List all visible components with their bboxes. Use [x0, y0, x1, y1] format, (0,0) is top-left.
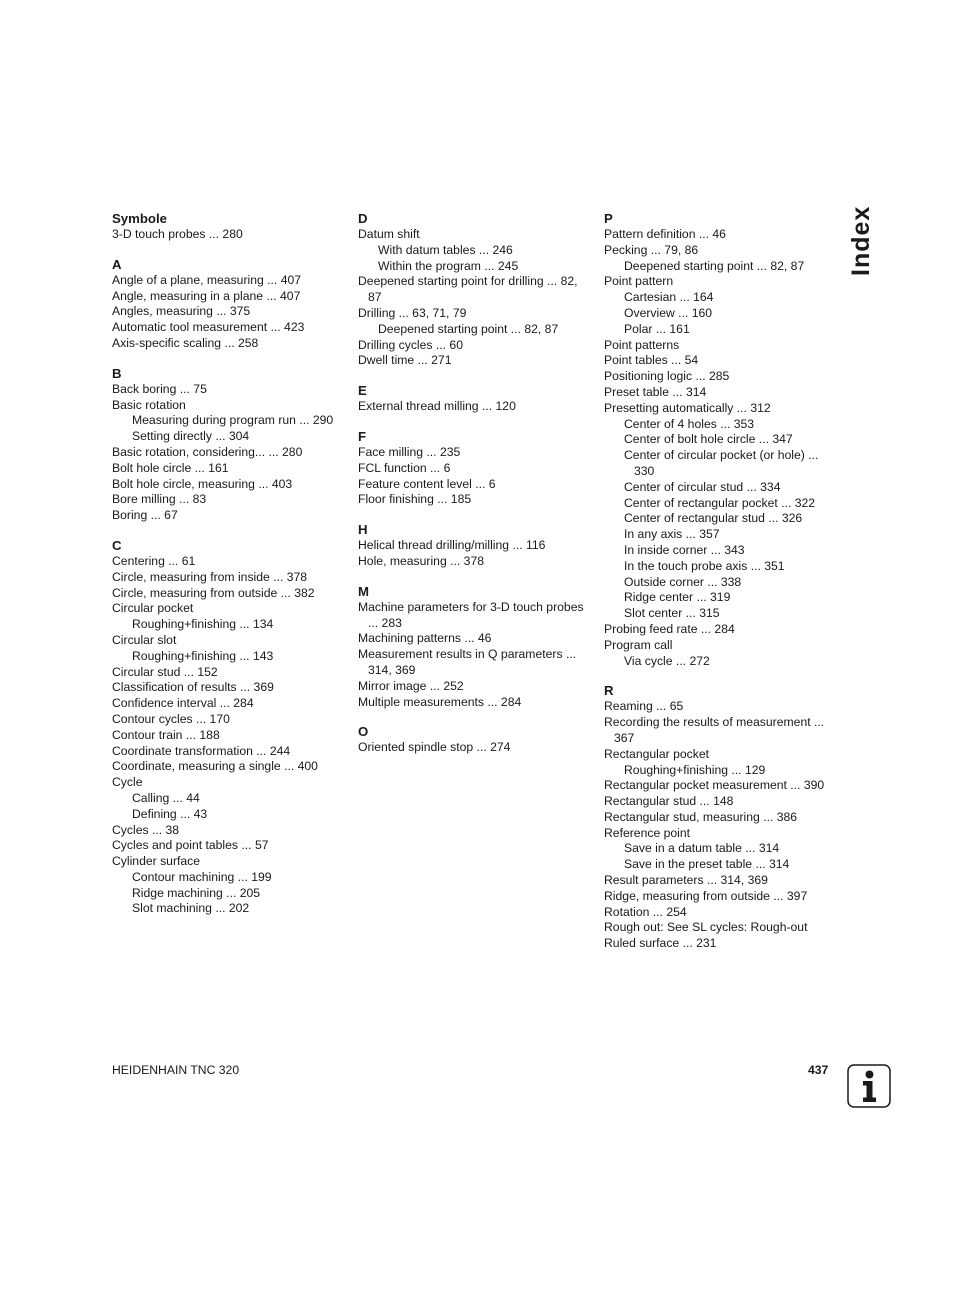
index-entry: Result parameters ... 314, 369	[604, 873, 768, 888]
index-entry: Angles, measuring ... 375	[112, 304, 251, 319]
index-entry: Centering ... 61	[112, 553, 196, 568]
index-column-2	[358, 211, 593, 770]
index-entry: Circular pocket	[112, 601, 194, 616]
index-subentry: Deepened starting point ... 82, 87	[378, 321, 559, 336]
index-entry: Probing feed rate ... 284	[604, 621, 735, 636]
index-entry: Ruled surface ... 231	[604, 936, 717, 951]
side-title-text: Index	[847, 205, 875, 276]
index-section	[604, 211, 839, 669]
index-entry: Automatic tool measurement ... 423	[112, 320, 305, 335]
index-subentry: Defining ... 43	[132, 806, 208, 821]
index-entry: Deepened starting point for drilling ... 82, 87	[358, 274, 578, 305]
index-entry: Rotation ... 254	[604, 904, 687, 919]
index-subentry: Deepened starting point ... 82, 87	[624, 258, 805, 273]
index-column-1	[112, 211, 347, 931]
index-entry: Coordinate, measuring a single ... 400	[112, 759, 318, 774]
section-letter: R	[604, 683, 614, 699]
index-entry: Mirror image ... 252	[358, 678, 464, 693]
index-entry: Feature content level ... 6	[358, 476, 496, 491]
index-subentry: Center of circular pocket (or hole) ... 330	[624, 448, 819, 478]
index-subentry: Slot machining ... 202	[132, 901, 250, 916]
index-subentry: Via cycle ... 272	[624, 653, 710, 668]
index-entry: Pattern definition ... 46	[604, 227, 726, 241]
index-subentry: Center of rectangular pocket ... 322	[624, 495, 816, 510]
index-subentry: In any axis ... 357	[624, 527, 720, 542]
index-entry: Rectangular pocket	[604, 746, 710, 761]
index-subentry: Save in a datum table ... 314	[624, 841, 780, 856]
section-letter: D	[358, 211, 368, 226]
index-entry: Cycles ... 38	[112, 822, 180, 837]
index-section	[604, 683, 839, 952]
index-entry: Measurement results in Q parameters ... 314, 369	[358, 647, 577, 677]
index-entry: Point pattern	[604, 274, 674, 289]
index-entry: Cycle	[112, 775, 143, 790]
index-subentry: In inside corner ... 343	[624, 542, 745, 557]
index-subentry: With datum tables ... 246	[378, 242, 513, 257]
index-section	[358, 211, 593, 369]
index-subentry: Roughing+finishing ... 129	[624, 762, 766, 777]
info-icon	[847, 1064, 891, 1108]
index-entry: Recording the results of measurement ... 367	[604, 715, 825, 745]
section-letter: A	[112, 256, 122, 272]
index-section	[112, 538, 347, 917]
index-subentry: Ridge machining ... 205	[132, 885, 261, 900]
index-subentry: Outside corner ... 338	[624, 574, 742, 589]
index-subentry: Roughing+finishing ... 143	[132, 648, 274, 663]
index-entry: Face milling ... 235	[358, 444, 461, 459]
index-entry: Circular stud ... 152	[112, 664, 218, 679]
index-subentry: Slot center ... 315	[624, 606, 720, 621]
index-entry: Drilling ... 63, 71, 79	[358, 305, 467, 320]
index-entry: Point patterns	[604, 337, 680, 352]
index-entry: Boring ... 67	[112, 508, 178, 523]
index-entry: Point tables ... 54	[604, 353, 699, 368]
index-entry: Bolt hole circle ... 161	[112, 460, 229, 475]
index-entry: Dwell time ... 271	[358, 353, 452, 368]
section-letter: Symbole	[112, 211, 167, 226]
index-section	[358, 724, 593, 756]
index-entry: Reaming ... 65	[604, 699, 684, 714]
index-subentry: Cartesian ... 164	[624, 290, 714, 305]
index-section	[112, 257, 347, 352]
index-entry: Pecking ... 79, 86	[604, 242, 699, 257]
index-entry: Angle, measuring in a plane ... 407	[112, 288, 301, 303]
index-entry: Basic rotation, considering... ... 280	[112, 444, 303, 459]
index-subentry: Center of bolt hole circle ... 347	[624, 432, 793, 447]
index-section	[358, 522, 593, 570]
index-entry: Axis-specific scaling ... 258	[112, 335, 259, 350]
index-subentry: Polar ... 161	[624, 321, 690, 336]
index-entry: Presetting automatically ... 312	[604, 400, 771, 415]
index-section	[358, 429, 593, 508]
index-entry: Back boring ... 75	[112, 381, 207, 396]
index-entry: Circular slot	[112, 632, 177, 647]
index-entry: Floor finishing ... 185	[358, 492, 472, 507]
index-entry: Preset table ... 314	[604, 384, 707, 399]
section-letter: P	[604, 211, 613, 226]
index-entry: Rough out: See SL cycles: Rough-out	[604, 920, 808, 935]
section-letter: E	[358, 383, 367, 399]
footer-page-number: 437	[808, 1063, 829, 1077]
section-letter: B	[112, 365, 122, 381]
index-subentry: Roughing+finishing ... 134	[132, 617, 274, 632]
side-title	[846, 205, 876, 276]
index-entry: Positioning logic ... 285	[604, 369, 730, 384]
index-entry: FCL function ... 6	[358, 460, 451, 475]
index-entry: Contour cycles ... 170	[112, 711, 230, 726]
index-entry: Basic rotation	[112, 397, 186, 412]
index-section	[358, 584, 593, 711]
index-entry: Circle, measuring from inside ... 378	[112, 569, 308, 584]
footer-product: HEIDENHAIN TNC 320	[112, 1063, 240, 1077]
index-entry: Reference point	[604, 825, 691, 840]
index-section	[112, 366, 347, 524]
index-subentry: Measuring during program run ... 290	[132, 413, 334, 428]
section-letter: O	[358, 724, 369, 740]
index-entry: Contour train ... 188	[112, 727, 220, 742]
index-entry: Bore milling ... 83	[112, 492, 207, 507]
index-entry: Helical thread drilling/milling ... 116	[358, 538, 546, 553]
index-subentry: Center of rectangular stud ... 326	[624, 511, 803, 526]
index-subentry: Center of 4 holes ... 353	[624, 416, 755, 431]
section-letter: C	[112, 537, 122, 553]
index-entry: Rectangular pocket measurement ... 390	[604, 778, 825, 793]
index-entry: Rectangular stud, measuring ... 386	[604, 809, 798, 824]
index-entry: Program call	[604, 637, 673, 652]
index-section	[112, 211, 347, 243]
index-subentry: Contour machining ... 199	[132, 869, 272, 884]
index-subentry: Save in the preset table ... 314	[624, 857, 790, 872]
index-subentry: Overview ... 160	[624, 305, 713, 320]
index-entry: Rectangular stud ... 148	[604, 794, 734, 809]
index-entry: Confidence interval ... 284	[112, 696, 254, 711]
section-letter: F	[358, 428, 367, 444]
index-entry: 3-D touch probes ... 280	[112, 227, 243, 241]
index-entry: Ridge, measuring from outside ... 397	[604, 888, 808, 903]
index-entry: Coordinate transformation ... 244	[112, 743, 291, 758]
index-entry: Bolt hole circle, measuring ... 403	[112, 476, 293, 491]
index-subentry: Setting directly ... 304	[132, 429, 250, 444]
index-subentry: Center of circular stud ... 334	[624, 479, 781, 494]
index-entry: Cylinder surface	[112, 854, 201, 869]
index-entry: Datum shift	[358, 227, 420, 241]
index-entry: Oriented spindle stop ... 274	[358, 740, 511, 755]
section-letter: M	[358, 583, 369, 599]
index-entry: Hole, measuring ... 378	[358, 553, 485, 568]
index-column-3	[604, 211, 839, 966]
index-entry: Machining patterns ... 46	[358, 631, 492, 646]
index-entry: Machine parameters for 3-D touch probes ... 283	[358, 599, 584, 630]
index-entry: Cycles and point tables ... 57	[112, 838, 269, 853]
index-subentry: Calling ... 44	[132, 790, 200, 805]
index-entry: Drilling cycles ... 60	[358, 337, 463, 352]
section-letter: H	[358, 522, 368, 538]
index-entry: Multiple measurements ... 284	[358, 694, 522, 709]
index-entry: External thread milling ... 120	[358, 399, 516, 414]
index-entry: Circle, measuring from outside ... 382	[112, 585, 315, 600]
index-entry: Classification of results ... 369	[112, 680, 274, 695]
index-subentry: Within the program ... 245	[378, 258, 519, 273]
index-section	[358, 383, 593, 415]
index-subentry: Ridge center ... 319	[624, 590, 731, 605]
index-entry: Angle of a plane, measuring ... 407	[112, 272, 302, 287]
index-subentry: In the touch probe axis ... 351	[624, 558, 785, 573]
